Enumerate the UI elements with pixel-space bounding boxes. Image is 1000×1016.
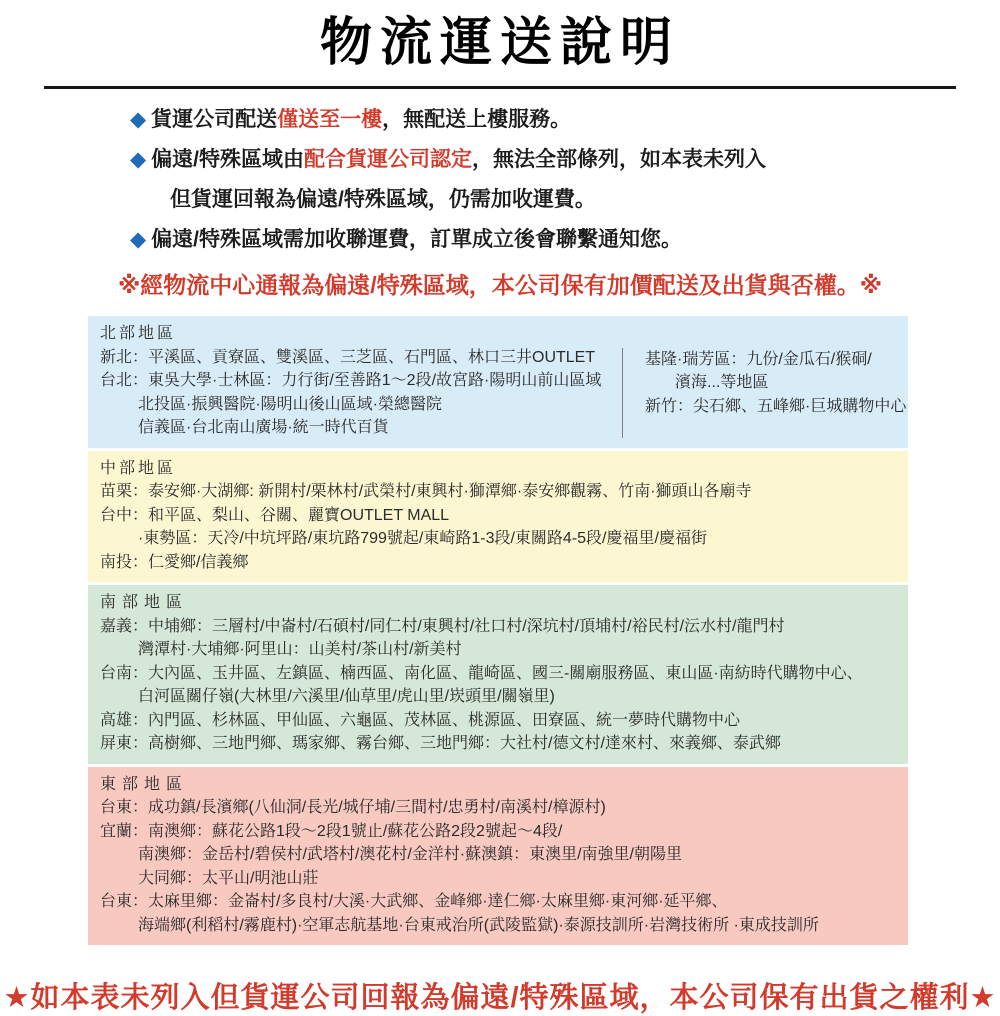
notice-list <box>130 105 940 255</box>
region-line: 新北：平溪區、貢寮區、雙溪區、三芝區、石門區、林口三井OUTLET <box>100 348 596 366</box>
region-line: 台北：東吳大學·士林區：力行街/至善路1～2段/故宮路·陽明山前山區域 <box>100 372 602 389</box>
region-title: 北部地區 <box>100 325 177 342</box>
diamond-bullet-icon: ◆ <box>130 108 147 131</box>
notice-text: ，無法全部條列，如本表未列入 <box>472 148 766 171</box>
region-line: 台中：和平區、梨山、谷關、麗寶OUTLET MALL <box>100 506 450 524</box>
region-line: 濱海...等地區 <box>675 374 769 391</box>
region-column <box>100 796 900 937</box>
notice-text: ，無配送上樓服務。 <box>382 108 572 131</box>
region-line: 白河區關仔嶺(大林里/六溪里/仙草里/虎山里/崁頭里/關嶺里) <box>138 688 555 705</box>
footer-warning: ★如本表未列入但貨運公司回報為偏遠/特殊區域，本公司保有出貨之權利★ <box>3 982 997 1014</box>
page-title: 物流運送說明 <box>319 14 680 72</box>
title-divider <box>44 86 956 89</box>
region-line: 台東：太麻里鄉：金崙村/多良村/大溪·大武鄉、金峰鄉·達仁鄉·太麻里鄉·東河鄉·延平鄉、 <box>100 893 728 910</box>
region-line: 高雄：內門區、杉林區、甲仙區、六龜區、茂林區、桃源區、田寮區、統一夢時代購物中心 <box>100 711 741 729</box>
warning-text: ※經物流中心通報為偏遠/特殊區域，本公司保有加價配送及出貨與否權。※ <box>117 272 883 298</box>
region-line: 南投：仁愛鄉/信義鄉 <box>100 553 249 571</box>
region-column <box>622 348 907 438</box>
region-east <box>88 767 908 946</box>
region-line: 信義區·台北南山廣場·統一時代百貨 <box>138 419 389 436</box>
notice-highlight: 配合貨運公司認定 <box>304 148 472 171</box>
region-line: 台南：大內區、玉井區、左鎮區、楠西區、南化區、龍崎區、國三-關廟服務區、東山區·南紡時代購物中心、 <box>100 664 863 682</box>
region-north <box>88 316 908 448</box>
region-line: 海端鄉(利稻村/霧鹿村)·空軍志航基地·台東戒治所(武陵監獄)·泰源技訓所·岩灣技術所 ·東成技訓所 <box>138 916 819 934</box>
notice-line <box>130 105 940 135</box>
region-line: 屏東：高樹鄉、三地門鄉、瑪家鄉、霧台鄉、三地門鄉：大社村/德文村/達來村、來義鄉、泰武鄉 <box>100 735 781 752</box>
region-title: 南部地區 <box>100 594 189 611</box>
region-line: 宜蘭：南澳鄉：蘇花公路1段～2段1號止/蘇花公路2段2號起～4段/ <box>100 822 563 840</box>
notice-line <box>130 145 940 175</box>
region-line: 南澳鄉：金岳村/碧侯村/武塔村/澳花村/金洋村·蘇澳鎮：東澳里/南強里/朝陽里 <box>138 846 683 863</box>
region-line: 台東：成功鎮/長濱鄉(八仙洞/長光/城仔埔/三間村/忠勇村/南溪村/樟源村) <box>100 799 606 816</box>
notice-highlight: 僅送至一樓 <box>277 108 383 131</box>
region-south <box>88 585 908 764</box>
notice-text: 偏遠/特殊區域由 <box>151 148 304 171</box>
region-line: 灣潭村·大埔鄉·阿里山：山美村/茶山村/新美村 <box>138 641 462 658</box>
region-line: 苗栗：泰安鄉·大湖鄉: 新開村/栗林村/武榮村/東興村·獅潭鄉·泰安鄉觀霧、竹南·獅頭山各廟寺 <box>100 483 752 500</box>
region-table <box>88 316 908 945</box>
region-columns <box>100 796 900 937</box>
region-column <box>100 480 900 574</box>
region-column <box>100 346 622 440</box>
region-line: 基隆·瑞芳區：九份/金瓜石/猴硐/ <box>645 350 872 368</box>
notice-line <box>130 225 940 255</box>
region-line: 大同鄉：太平山/明池山莊 <box>138 869 319 887</box>
region-columns <box>100 615 900 756</box>
region-column <box>100 615 900 756</box>
notice-line <box>130 185 940 215</box>
region-columns <box>100 480 900 574</box>
region-title: 東部地區 <box>100 775 189 793</box>
notice-text: 貨運公司配送 <box>151 108 278 131</box>
region-title: 中部地區 <box>100 459 177 477</box>
region-line: ·東勢區：天冷/中坑坪路/東坑路799號起/東崎路1-3段/東關路4-5段/慶福里/慶福街 <box>138 530 707 547</box>
region-line: 嘉義：中埔鄉：三層村/中崙村/石碩村/同仁村/東興村/社口村/深坑村/頂埔村/裕民村/沄水村/龍門村 <box>100 617 785 635</box>
region-line: 北投區·振興醫院·陽明山後山區域·榮總醫院 <box>138 395 442 413</box>
region-columns <box>100 346 907 440</box>
notice-text: 但貨運回報為偏遠/特殊區域，仍需加收運費。 <box>170 188 596 211</box>
diamond-bullet-icon: ◆ <box>130 228 147 251</box>
notice-text: 偏遠/特殊區域需加收聯運費，訂單成立後會聯繫通知您。 <box>151 228 682 251</box>
diamond-bullet-icon: ◆ <box>130 148 147 171</box>
region-line: 新竹：尖石鄉、五峰鄉·巨城購物中心 <box>645 397 907 415</box>
region-central <box>88 451 908 583</box>
